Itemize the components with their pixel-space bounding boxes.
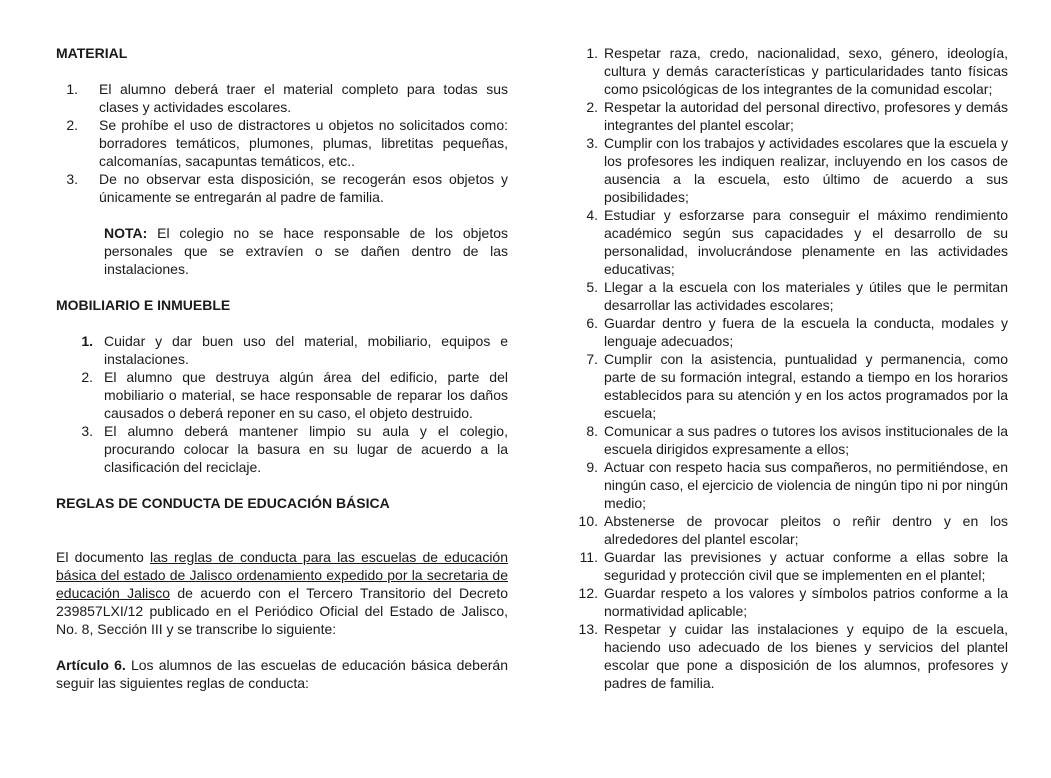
item-text: Respetar y cuidar las instalaciones y equipo de la escuela, haciendo uso adecuado de los bienes y servicios del plantel escolar que pone a disposición de los alumnos, profesores y padres de familia. bbox=[604, 621, 1008, 691]
item-number: 1. bbox=[81, 333, 93, 349]
list-item bbox=[574, 548, 1008, 584]
list-item bbox=[56, 422, 508, 476]
note-paragraph bbox=[104, 224, 508, 278]
mobiliario-heading: MOBILIARIO E INMUEBLE bbox=[56, 297, 231, 313]
item-number: 11. bbox=[579, 549, 598, 565]
item-number: 8. bbox=[586, 423, 598, 439]
item-text: El alumno que destruya algún área del edificio, parte del mobiliario o material, se hace responsable de reparar los daños causados o deberá reponer en su caso, el objeto destruido. bbox=[104, 369, 508, 421]
item-number: 4. bbox=[586, 207, 598, 223]
item-text: De no observar esta disposición, se recogerán esos objetos y únicamente se entregarán al padre de familia. bbox=[99, 171, 508, 205]
item-number: 3. bbox=[81, 423, 93, 439]
item-number: 1. bbox=[586, 45, 598, 61]
regulation-reference: las reglas de conducta para las escuelas de educación básica del estado de Jalisco ordenamiento expedido por la secretaria de educación Jalisco bbox=[56, 549, 509, 601]
material-heading: MATERIAL bbox=[56, 45, 128, 61]
material-list bbox=[56, 80, 508, 206]
item-number: 3. bbox=[66, 171, 78, 187]
item-number: 13. bbox=[578, 621, 598, 637]
item-text: Comunicar a sus padres o tutores los avisos institucionales de la escuela dirigidos expresamente a ellos; bbox=[604, 423, 1008, 457]
note-text: El colegio no se hace responsable de los objetos personales que se extravíen o se dañen dentro de las instalaciones. bbox=[104, 225, 508, 277]
item-number: 10. bbox=[578, 513, 598, 529]
list-item bbox=[56, 116, 508, 170]
article-paragraph bbox=[56, 656, 508, 692]
item-number: 6. bbox=[586, 315, 598, 331]
item-text: Abstenerse de provocar pleitos o reñir dentro y en los alrededores del plantel escolar; bbox=[604, 513, 1008, 547]
list-item bbox=[574, 350, 1008, 422]
list-item bbox=[574, 512, 1008, 548]
intro-end: de acuerdo con el Tercero Transitorio del Decreto 239857LXI/12 publicado en el Periódico Oficial del Estado de Jalisco, No. 8, Sección III y se transcribe lo siguiente: bbox=[56, 585, 508, 637]
intro-paragraph bbox=[56, 548, 508, 638]
item-text: Actuar con respeto hacia sus compañeros, no permitiéndose, en ningún caso, el ejercicio de violencia de ningún tipo ni por ningún medio; bbox=[604, 459, 1008, 511]
item-text: Cumplir con los trabajos y actividades escolares que la escuela y los profesores les indiquen realizar, incluyendo en los casos de ausencia a la escuela, esto último de acuerdo a sus posibilidades; bbox=[604, 135, 1008, 205]
item-text: Guardar las previsiones y actuar conforme a ellas sobre la seguridad y protección civil que se implementen en el plantel; bbox=[604, 549, 1008, 583]
item-text: Cumplir con la asistencia, puntualidad y permanencia, como parte de su formación integral, estando a tiempo en los horarios establecidos para su atención y en los actos programados por la escuela; bbox=[604, 351, 1008, 421]
list-item bbox=[574, 620, 1008, 692]
article-text: Los alumnos de las escuelas de educación básica deberán seguir las siguientes reglas de conducta: bbox=[56, 657, 508, 691]
left-column bbox=[56, 44, 508, 692]
item-text: Guardar dentro y fuera de la escuela la conducta, modales y lenguaje adecuados; bbox=[604, 315, 1008, 349]
right-column bbox=[574, 44, 1008, 692]
rules-list bbox=[574, 44, 1008, 692]
item-text: Se prohíbe el uso de distractores u objetos no solicitados como: borradores temáticos, plumones, plumas, libretitas pequeñas, calcomanías, sacapuntas temáticos, etc.. bbox=[99, 117, 508, 169]
item-number: 2. bbox=[81, 369, 93, 385]
mobiliario-list bbox=[56, 332, 508, 476]
list-item bbox=[56, 170, 508, 206]
list-item bbox=[574, 134, 1008, 206]
list-item bbox=[56, 80, 508, 116]
item-number: 5. bbox=[586, 279, 598, 295]
list-item bbox=[56, 332, 508, 368]
item-number: 3. bbox=[586, 135, 598, 151]
article-label: Artículo 6. bbox=[56, 657, 126, 673]
list-item bbox=[574, 278, 1008, 314]
item-text: El alumno deberá traer el material completo para todas sus clases y actividades escolares. bbox=[99, 81, 508, 115]
item-number: 2. bbox=[586, 99, 598, 115]
item-number: 7. bbox=[586, 351, 598, 367]
list-item bbox=[574, 98, 1008, 134]
list-item bbox=[56, 368, 508, 422]
item-number: 2. bbox=[66, 117, 78, 133]
item-text: Respetar la autoridad del personal directivo, profesores y demás integrantes del plantel escolar; bbox=[604, 99, 1008, 133]
item-text: Respetar raza, credo, nacionalidad, sexo, género, ideología, cultura y demás características y particularidades tanto físicas como psicológicas de los integrantes de la comunidad escolar; bbox=[604, 45, 1008, 97]
list-item bbox=[574, 584, 1008, 620]
intro-start: El documento bbox=[56, 549, 150, 565]
item-text: Estudiar y esforzarse para conseguir el máximo rendimiento académico según sus capacidades y el desarrollo de su personalidad, involucrándose plenamente en las actividades educativas; bbox=[604, 207, 1008, 277]
item-text: Cuidar y dar buen uso del material, mobiliario, equipos e instalaciones. bbox=[104, 333, 508, 367]
list-item bbox=[574, 422, 1008, 458]
item-text: Guardar respeto a los valores y símbolos patrios conforme a la normatividad aplicable; bbox=[604, 585, 1008, 619]
list-item bbox=[574, 44, 1008, 98]
item-number: 9. bbox=[586, 459, 598, 475]
item-number: 12. bbox=[578, 585, 598, 601]
list-item bbox=[574, 206, 1008, 278]
note-label: NOTA: bbox=[104, 225, 148, 241]
list-item bbox=[574, 314, 1008, 350]
item-number: 1. bbox=[66, 81, 78, 97]
item-text: Llegar a la escuela con los materiales y útiles que le permitan desarrollar las actividades escolares; bbox=[604, 279, 1008, 313]
reglas-heading: REGLAS DE CONDUCTA DE EDUCACIÓN BÁSICA bbox=[56, 495, 390, 511]
item-text: El alumno deberá mantener limpio su aula y el colegio, procurando colocar la basura en su lugar de acuerdo a la clasificación del reciclaje. bbox=[104, 423, 508, 475]
list-item bbox=[574, 458, 1008, 512]
